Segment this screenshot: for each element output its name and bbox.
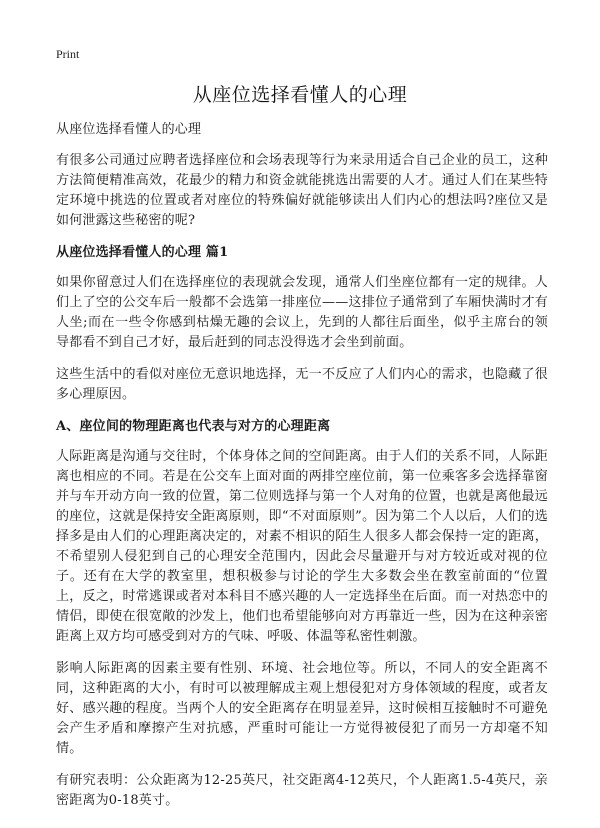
page-title: 从座位选择看懂人的心理 bbox=[192, 84, 408, 106]
section2-paragraph-3: 有研究表明：公众距离为12-25英尺，社交距离4-12英尺，个人距离1.5-4英尺，亲密距离为0-18英寸。 bbox=[56, 773, 548, 808]
section1-paragraph-2: 这些生活中的看似对座位无意识地选择，无一不反应了人们内心的需求，也隐藏了很多心理原因。 bbox=[56, 367, 548, 402]
section-heading-a: A、座位间的物理距离也代表与对方的心理距离 bbox=[56, 419, 331, 434]
section2-paragraph-1: 人际距离是沟通与交往时，个体身体之间的空间距离。由于人们的关系不同，人际距离也相应的不同。若是在公交车上面对面的两排空座位前，第一位乘客多会选择靠窗并与车开动方向一致的位置，第二位则选择与第一个人对角的位置，也就是离他最远的座位，这就是保持安全距离原则，即“不对面原则”。因为第二个人以后，人们的选择多是由人们的心理距离决定的，对素不相识的陌生人很多人都会保持一定的距离，不希望别人侵犯到自己的心理安全范围内，因此会尽量避开与对方较近或对视的位子。还有在大学的教室里，想积极参与讨论的学生大多数会坐在教室前面的“位置上，反之，时常逃课或者对本科目不感兴趣的人一定选择坐在后面。而一对热恋中的情侣，即使在很宽敞的沙发上，他们也希望能够向对方再靠近一些，因为在这种亲密距离上双方均可感受到对方的气味、呼吸、体温等私密性刺激。 bbox=[56, 449, 548, 644]
section1-paragraph-1: 如果你留意过人们在选择座位的表现就会发现，通常人们坐座位都有一定的规律。人们上了空的公交车后一般都不会选第一排座位——这排位子通常到了车厢快满时才有人坐;而在一些令你感到枯燥无趣的会议上，先到的人都往后面坐，似乎主席台的领导都看不到自己才好，最后赶到的同志没得选才会坐到前面。 bbox=[56, 275, 548, 350]
print-label: Print bbox=[56, 47, 80, 61]
section-heading-1: 从座位选择看懂人的心理 篇1 bbox=[56, 245, 229, 260]
article-body bbox=[56, 120, 548, 823]
section2-paragraph-2: 影响人际距离的因素主要有性别、环境、社会地位等。所以，不同人的安全距离不同，这种距离的大小，有时可以被理解成主观上想侵犯对方身体领域的程度，或者友好、感兴趣的程度。当两个人的安全距离存在明显差异，这时候相互接触时不可避免会产生矛盾和摩擦产生对抗感，严重时可能让一方觉得被侵犯了而另一方却毫不知情。 bbox=[56, 661, 548, 756]
article-subtitle: 从座位选择看懂人的心理 bbox=[56, 122, 202, 137]
intro-paragraph: 有很多公司通过应聘者选择座位和会场表现等行为来录用适合自己企业的员工，这种方法简便精准高效，花最少的精力和资金就能挑选出需要的人才。通过人们在某些特定环境中挑选的位置或者对座位的特殊偏好就能够读出人们内心的想法吗?座位又是如何泄露这些秘密的呢? bbox=[56, 153, 548, 228]
